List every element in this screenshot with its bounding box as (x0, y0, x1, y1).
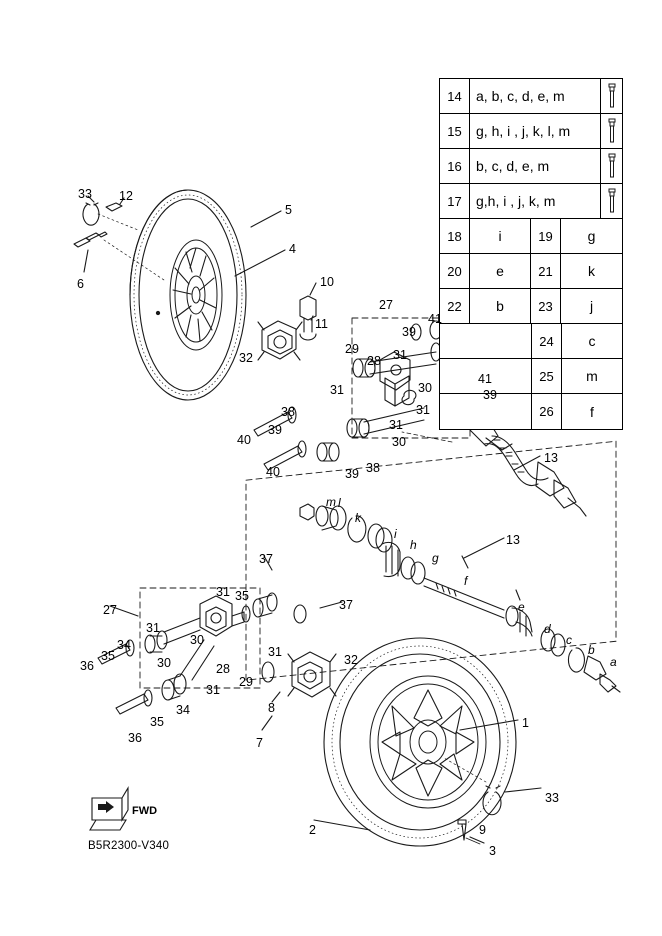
shaft-letter-label: i (394, 527, 397, 541)
callout-number: 37 (259, 552, 273, 566)
legend-row (440, 359, 622, 394)
legend-value: b (496, 298, 504, 314)
callout-number: 28 (367, 354, 381, 368)
callout-number: 31 (216, 585, 230, 599)
legend-row (440, 254, 622, 289)
callout-number: 30 (392, 435, 406, 449)
legend-row (440, 184, 622, 219)
callout-number: 27 (379, 298, 393, 312)
callout-number: 39 (483, 388, 497, 402)
callout-number: 6 (77, 277, 84, 291)
legend-row (440, 114, 622, 149)
callout-number: 38 (366, 461, 380, 475)
callout-number: 31 (393, 348, 407, 362)
legend-value: m (586, 368, 598, 384)
callout-number: 31 (268, 645, 282, 659)
callout-number: 5 (285, 203, 292, 217)
shaft-letter-label: f (464, 574, 468, 588)
legend-value: b, c, d, e, m (476, 158, 550, 174)
bolt-icon (600, 149, 622, 183)
shaft-letter-label: a (610, 655, 617, 669)
callout-number: 7 (256, 736, 263, 750)
callout-number: 35 (101, 649, 115, 663)
callout-number: 37 (339, 598, 353, 612)
shaft-letter-label: l (338, 496, 341, 510)
callout-number: 9 (479, 823, 486, 837)
legend-row (440, 79, 622, 114)
callout-number: 36 (128, 731, 142, 745)
shaft-letter-label: c (566, 633, 572, 647)
callout-number: 1 (522, 716, 529, 730)
legend-value: j (589, 298, 594, 314)
bolt-icon (600, 114, 622, 148)
callout-number: 29 (239, 675, 253, 689)
callout-number: 40 (266, 465, 280, 479)
callout-number: 32 (344, 653, 358, 667)
legend-value: f (590, 403, 594, 420)
callout-number: 33 (78, 187, 92, 201)
callout-number: 32 (239, 351, 253, 365)
callout-number: 13 (544, 451, 558, 465)
callout-number: 3 (489, 844, 496, 858)
callout-number: 34 (176, 703, 190, 717)
legend-number: 24 (532, 324, 562, 358)
shaft-letter-label: b (588, 643, 595, 657)
bolt-icon (600, 184, 622, 218)
shaft-letter-label: e (518, 600, 525, 614)
legend-number: 16 (440, 149, 470, 183)
legend-value: g (587, 228, 596, 244)
legend-number: 26 (532, 394, 562, 429)
legend-number: 14 (440, 79, 470, 113)
fwd-label: FWD (132, 805, 158, 817)
legend-row (440, 219, 622, 254)
legend-number: 18 (440, 219, 470, 253)
callout-number: 33 (545, 791, 559, 805)
callout-number: 2 (309, 823, 316, 837)
callout-number: 31 (416, 403, 430, 417)
callout-number: 31 (330, 383, 344, 397)
shaft-letter-label: m (326, 495, 336, 509)
callout-number: 28 (216, 662, 230, 676)
legend-number: 25 (532, 359, 562, 393)
callout-number: 35 (150, 715, 164, 729)
fwd-direction-marker (90, 788, 128, 830)
callout-number: 30 (190, 633, 204, 647)
legend-number: 19 (531, 219, 561, 253)
legend-number: 21 (531, 254, 561, 288)
callout-number: 39 (345, 467, 359, 481)
legend-value: a, b, c, d, e, m (476, 88, 565, 104)
callout-number: 30 (157, 656, 171, 670)
legend-row (440, 149, 622, 184)
legend-value: g,h, i , j, k, m (476, 193, 556, 209)
legend-value: c (588, 333, 596, 349)
callout-number: 31 (146, 621, 160, 635)
bolt-icon (600, 79, 622, 113)
legend-row (440, 289, 622, 324)
callout-number: 11 (315, 317, 328, 331)
callout-number: 8 (268, 701, 275, 715)
callout-number: 31 (389, 418, 403, 432)
diagram-code: B5R2300-V340 (88, 840, 170, 852)
callout-number: 29 (345, 342, 359, 356)
legend-value: e (496, 263, 504, 279)
callout-number: 10 (320, 275, 334, 289)
callout-number: 4 (289, 242, 296, 256)
callout-number: 27 (103, 603, 117, 617)
legend-number: 15 (440, 114, 470, 148)
legend-number: 23 (531, 289, 561, 323)
legend-value: i (498, 228, 502, 244)
shaft-letter-label: k (355, 511, 361, 525)
shaft-letter-label: g (432, 551, 439, 565)
shaft-letter-label: h (410, 538, 417, 552)
callout-number: 40 (237, 433, 251, 447)
callout-number: 12 (119, 189, 133, 203)
legend-row (440, 394, 622, 429)
legend-number: 20 (440, 254, 470, 288)
callout-number: 39 (402, 325, 416, 339)
legend-table (439, 78, 623, 430)
callout-number: 34 (117, 638, 131, 652)
callout-number: 38 (281, 405, 295, 419)
shaft-letter-label: d (544, 622, 551, 636)
callout-number: 41 (428, 312, 442, 326)
callout-number: 41 (478, 372, 492, 386)
callout-number: 31 (206, 683, 220, 697)
callout-number: 36 (80, 659, 94, 673)
legend-row (440, 324, 622, 359)
legend-value: g, h, i , j, k, l, m (476, 123, 571, 139)
callout-number: 39 (268, 423, 282, 437)
legend-number: 22 (440, 289, 470, 323)
callout-number: 13 (506, 533, 520, 547)
legend-value: k (588, 263, 595, 279)
legend-number: 17 (440, 184, 470, 218)
callout-number: 35 (235, 589, 249, 603)
callout-number: 30 (418, 381, 432, 395)
